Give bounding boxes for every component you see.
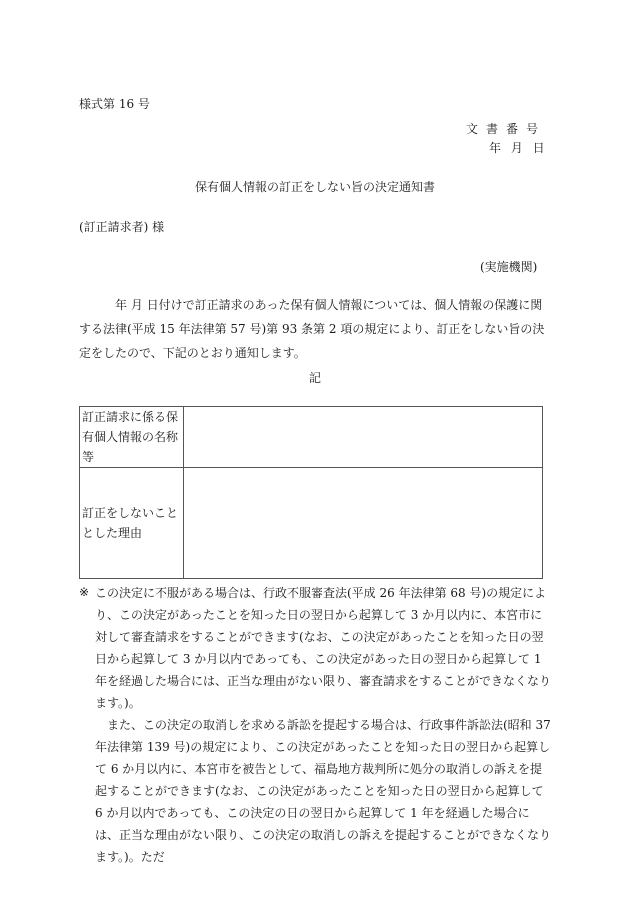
info-name-value bbox=[184, 407, 543, 468]
table-row bbox=[80, 468, 543, 579]
document-title: 保有個人情報の訂正をしない旨の決定通知書 bbox=[194, 180, 435, 194]
decision-table bbox=[79, 406, 543, 579]
note-mark: ※ bbox=[79, 585, 90, 599]
recipient-line: (訂正請求者) 様 bbox=[79, 220, 165, 234]
document-number-label: 文書番号 bbox=[466, 122, 547, 136]
body-paragraph: 年 月 日付けで訂正請求のあった保有個人情報については、個人情報の保護に関する法律(平成 15 年法律第 57 号)第 93 条第 2 項の規定により、訂正をしない旨の決定をしたので、下記のとおり通知します。 bbox=[79, 298, 545, 360]
reason-value bbox=[184, 468, 543, 579]
issuer-line: (実施機関) bbox=[480, 260, 538, 274]
table-label-cell bbox=[80, 468, 184, 579]
note-paragraph-1: この決定に不服がある場合は、行政不服審査法(平成 26 年法律第 68 号)の規定により、この決定があったことを知った日の翌日から起算して 3 か月以内に、本宮市に対して審査請求をすることができます(なお、この決定があったことを知った日の翌日から起算して 3 か月以内であっても、この決定があった日の翌日から起算して 1 年を経過した場合には、正当な理由がない限り、審査請求をすることができなくなります。)。 bbox=[95, 586, 552, 710]
ki-heading: 記 bbox=[308, 371, 321, 385]
reason-label: 訂正をしないこととした理由 bbox=[82, 506, 179, 540]
form-number: 様式第 16 号 bbox=[79, 97, 150, 111]
note-paragraph-2: また、この決定の取消しを求める訴訟を提起する場合は、行政事件訴訟法(昭和 37 年法律第 139 号)の規定により、この決定があったことを知った日の翌日から起算して 6 か月以内に、本宮市を被告として、福島地方裁判所に処分の取消しの訴えを提起することができます(なお、この決定があったことを知った日の翌日から起算して 6 か月以内であっても、この決定の日の翌日から起算して 1 年を経過した場合には、正当な理由がない限り、この決定の取消しの訴えを提起することができなくなります。)。ただ bbox=[95, 718, 552, 864]
table-label-cell bbox=[80, 407, 184, 468]
document-date-label: 年 月 日 bbox=[489, 141, 548, 155]
info-name-label: 訂正請求に係る保有個人情報の名称等 bbox=[82, 410, 179, 464]
table-row bbox=[80, 407, 543, 468]
